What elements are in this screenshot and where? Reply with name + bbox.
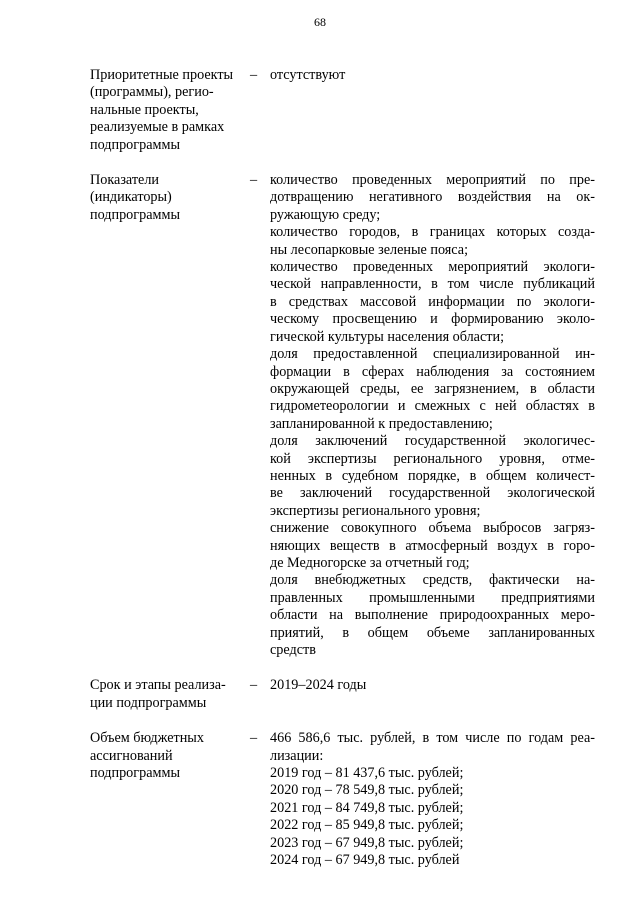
row-dash: – (250, 172, 258, 189)
value-line: запланированной к предоставлению; (270, 415, 493, 432)
value-line: 2019 год – 81 437,6 тыс. рублей; (270, 765, 464, 782)
value-line: 2022 год – 85 949,8 тыс. рублей; (270, 817, 464, 834)
row-label: Объем бюджетных ассигнований подпрограммы (90, 730, 204, 782)
value-line: гидрометеорологии и смежных с ней областях в (270, 398, 595, 415)
value-line: в средствах массовой информации по экологи- (270, 293, 595, 310)
value-line: количество городов, в границах которых созда- (270, 224, 595, 241)
row-priority-projects (90, 67, 595, 154)
value-line: 2020 год – 78 549,8 тыс. рублей; (270, 782, 464, 799)
row-dash: – (250, 730, 258, 747)
value-line: правленных промышленными предприятиями (270, 589, 595, 606)
value-line: окружающей среды, ее загрязнением, в области (270, 380, 595, 397)
value-line: приятий, в общем объеме запланированных (270, 624, 595, 641)
value-line: отсутствуют (270, 67, 346, 83)
value-line: 2023 год – 67 949,8 тыс. рублей; (270, 834, 464, 851)
page-number: 68 (314, 15, 326, 29)
row-budget (90, 730, 595, 869)
value-line: ческой направленности, в том числе публикаций (270, 276, 595, 293)
value-line: ческому просвещению и формированию эколо- (270, 311, 595, 328)
value-line: лизации: (270, 747, 324, 764)
row-label: Приоритетные проекты (программы), регио- нальные проекты, реализуемые в рамках подпрограммы (90, 67, 234, 153)
row-value (270, 730, 595, 869)
row-indicators (90, 172, 595, 659)
value-line: количество проведенных мероприятий экологи- (270, 259, 595, 276)
row-timeline (90, 677, 595, 712)
value-line: 2021 год – 84 749,8 тыс. рублей; (270, 799, 464, 816)
value-line: доля предоставленной специализированной ин- (270, 346, 595, 363)
value-line: ружающую среду; (270, 206, 381, 223)
value-line: ве заключений государственной экологической (270, 485, 595, 502)
row-dash: – (250, 67, 258, 83)
subprogram-passport-table (90, 67, 595, 887)
value-line: 2019–2024 годы (270, 677, 367, 694)
row-value (270, 172, 595, 659)
row-value (270, 67, 595, 84)
value-line: де Медногорске за отчетный год; (270, 554, 470, 571)
value-line: формации в сферах наблюдения за состоянием (270, 363, 595, 380)
row-dash: – (250, 677, 258, 694)
value-line: доля внебюджетных средств, фактически на- (270, 572, 595, 589)
value-line: доля заключений государственной экологичес- (270, 433, 595, 450)
row-label: Срок и этапы реализа- ции подпрограммы (90, 677, 226, 711)
value-line: дотвращению негативного воздействия на ок- (270, 189, 595, 206)
value-line: области на выполнение природоохранных меро- (270, 607, 595, 624)
row-value (270, 677, 595, 694)
value-line: 2024 год – 67 949,8 тыс. рублей (270, 852, 460, 869)
value-line: количество проведенных мероприятий по пре- (270, 172, 595, 189)
row-label: Показатели (индикаторы) подпрограммы (90, 172, 180, 223)
value-line: средств (270, 642, 316, 658)
value-line: снижение совокупного объема выбросов загряз- (270, 520, 595, 537)
value-line: 466 586,6 тыс. рублей, в том числе по годам реа- (270, 730, 595, 747)
value-line: гической культуры населения области; (270, 328, 505, 345)
value-line: экспертизы регионального уровня; (270, 502, 481, 519)
value-line: ны лесопарковые зеленые пояса; (270, 241, 469, 258)
value-line: ненных в судебном порядке, в общем количест- (270, 467, 595, 484)
value-line: няющих веществ в атмосферный воздух в горо- (270, 537, 595, 554)
value-line: кой экспертизы регионального уровня, отме- (270, 450, 595, 467)
